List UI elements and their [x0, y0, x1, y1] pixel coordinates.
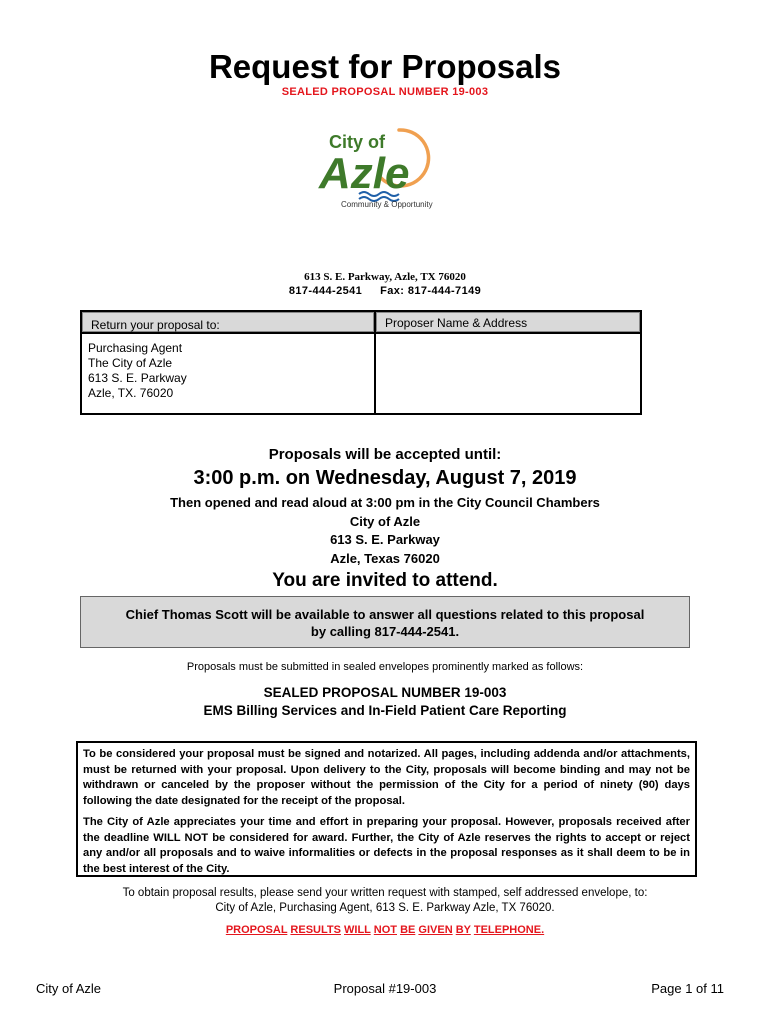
terms-paragraph: The City of Azle appreciates your time and effort in preparing your proposal. However, proposals received after the deadline WILL NOT be considered for award. Further, the City of Azle reserves the rights to accept or reject any and/or all proposals and to waive informalities or defects in the proposal responses as it shall deem to be in the best interest of the City. — [83, 816, 690, 875]
footer-page-number: Page 1 of 11 — [651, 981, 724, 996]
notice-word: WILL — [344, 924, 371, 936]
notice-word: GIVEN — [418, 924, 453, 936]
city-of-azle-logo — [311, 118, 451, 210]
contact-note-line: by calling 817-444-2541. — [310, 624, 460, 639]
return-line: The City of Azle — [88, 356, 173, 370]
opening-line: Then opened and read aloud at 3:00 pm in the City Council Chambers — [170, 495, 600, 510]
notice-word: PROPOSAL — [225, 924, 288, 936]
return-line: 613 S. E. Parkway — [88, 371, 187, 385]
address-street: 613 S. E. Parkway, Azle, TX 76020 — [304, 271, 466, 283]
table-divider-horizontal — [80, 332, 642, 334]
accepted-until-label: Proposals will be accepted until: — [268, 446, 502, 463]
opening-line: 613 S. E. Parkway — [330, 532, 440, 547]
notice-word: BE — [400, 924, 416, 936]
notice-word: NOT — [373, 924, 397, 936]
phone-number: 817-444-2541 — [288, 285, 363, 297]
opening-location — [0, 494, 770, 568]
table-divider-vertical — [374, 310, 376, 415]
sealed-number-header: SEALED PROPOSAL NUMBER 19-003 — [281, 86, 489, 98]
logo-tagline: Community & Opportunity — [341, 200, 433, 209]
page-title: Request for Proposals — [208, 48, 562, 85]
address-phones — [0, 285, 770, 297]
no-telephone-results-notice — [0, 924, 770, 936]
return-address-block — [88, 341, 187, 401]
notice-word: RESULTS — [290, 924, 341, 936]
terms-paragraph: To be considered your proposal must be signed and notarized. All pages, including addenda and/or attachments, must be returned with your proposal. Upon delivery to the City, proposals will become binding and may not be withdrawn or canceled by the proposer without the permission of the City for a period of ninety (90) days following the date designated for the receipt of the proposal. — [83, 748, 690, 807]
proposer-header: Proposer Name & Address — [376, 312, 640, 332]
footer-center: Proposal #19-003 — [333, 981, 437, 996]
notice-word: BY — [455, 924, 471, 936]
contact-note-line: Chief Thomas Scott will be available to answer all questions related to this proposal — [125, 607, 645, 622]
return-to-header: Return your proposal to: — [82, 312, 374, 332]
fax-number: Fax: 817-444-7149 — [380, 285, 482, 297]
contact-note-box — [80, 596, 690, 648]
obtain-results-note — [0, 886, 770, 916]
proposal-subject: EMS Billing Services and In-Field Patient Care Reporting — [203, 703, 567, 718]
obtain-line: To obtain proposal results, please send your written request with stamped, self addressed envelope, to: — [122, 887, 648, 899]
return-line: Azle, TX. 76020 — [88, 386, 174, 400]
opening-line: Azle, Texas 76020 — [330, 550, 440, 566]
notice-word: TELEPHONE. — [473, 924, 545, 936]
return-line: Purchasing Agent — [88, 341, 183, 355]
envelope-marking — [0, 684, 770, 720]
logo-azle-text: Azle — [319, 149, 410, 198]
submission-instructions: Proposals must be submitted in sealed envelopes prominently marked as follows: — [186, 661, 584, 673]
sealed-proposal-label: SEALED PROPOSAL NUMBER 19-003 — [263, 685, 507, 700]
invited-heading: You are invited to attend. — [272, 570, 498, 591]
terms-box — [76, 741, 697, 877]
deadline-datetime: 3:00 p.m. on Wednesday, August 7, 2019 — [193, 467, 577, 489]
obtain-line: City of Azle, Purchasing Agent, 613 S. E. Parkway Azle, TX 76020. — [215, 902, 555, 914]
footer-left: City of Azle — [36, 981, 102, 996]
opening-line: City of Azle — [349, 513, 421, 529]
logo-city-of-text: City of — [329, 132, 385, 152]
